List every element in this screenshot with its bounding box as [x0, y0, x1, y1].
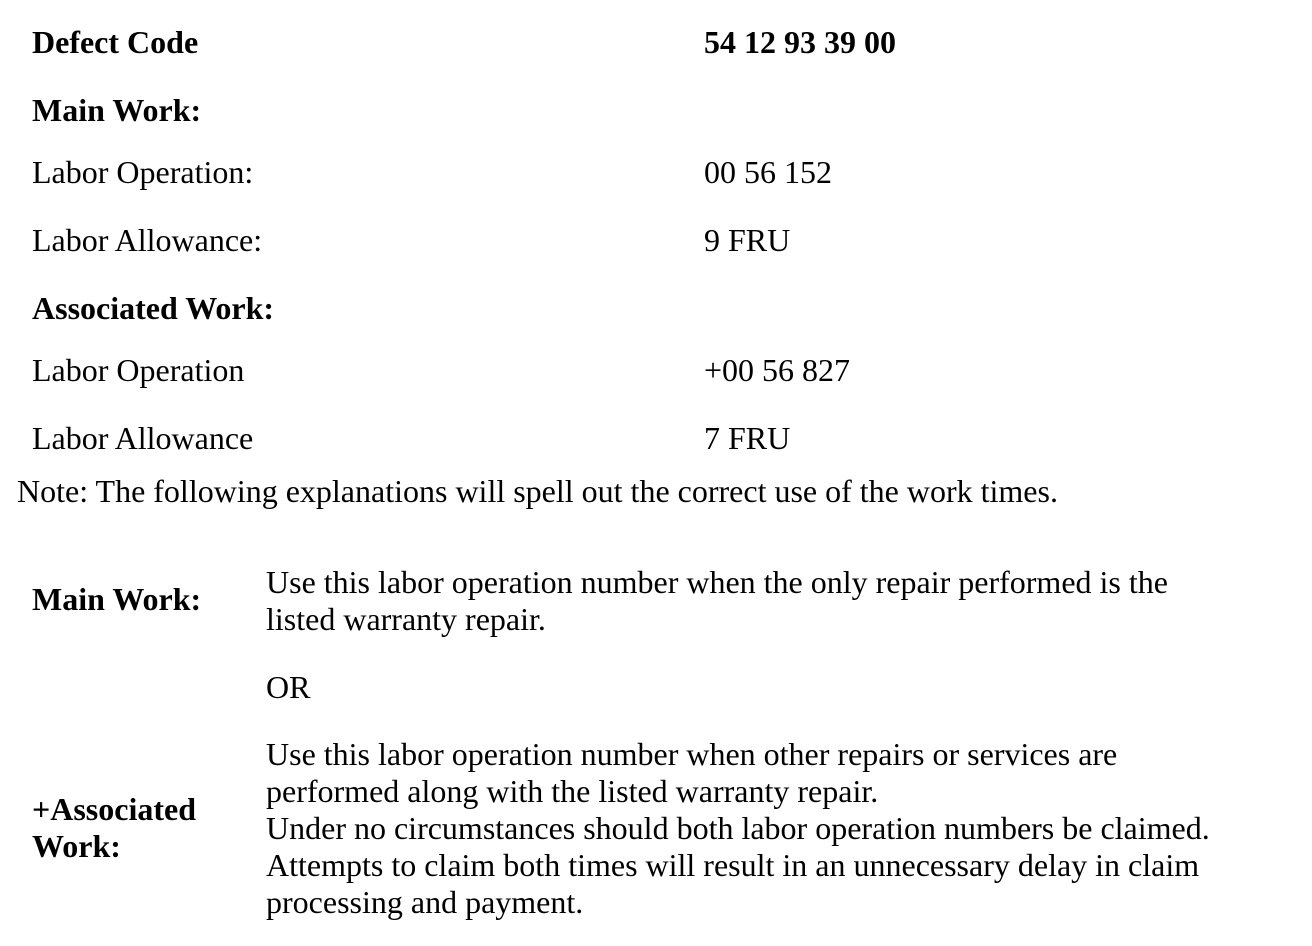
main-labor-operation-value: 00 56 152 — [704, 154, 832, 190]
main-labor-allowance-value: 9 FRU — [704, 222, 791, 258]
note-text: Note: The following explanations will spell out the correct use of the work times. — [17, 473, 1058, 509]
definition-line: listed warranty repair. — [266, 601, 546, 637]
definition-line: Use this labor operation number when other repairs or services are — [266, 736, 1118, 772]
main-labor-allowance-label: Labor Allowance: — [32, 222, 263, 258]
assoc-labor-allowance-value: 7 FRU — [704, 420, 791, 456]
associated-work-heading: Associated Work: — [32, 290, 275, 326]
definition-line: Attempts to claim both times will result in an unnecessary delay in claim — [266, 847, 1200, 883]
defect-code-label: Defect Code — [32, 24, 199, 60]
associated-work-definition-label — [32, 791, 196, 865]
associated-label-line-2: Work: — [32, 828, 121, 864]
assoc-labor-allowance-label: Labor Allowance — [32, 420, 254, 456]
definition-line: Under no circumstances should both labor operation numbers be claimed. — [266, 810, 1210, 846]
definition-line: Use this labor operation number when the only repair performed is the — [266, 564, 1168, 600]
main-work-definition-label: Main Work: — [32, 581, 202, 617]
defect-code-value: 54 12 93 39 00 — [704, 24, 896, 60]
or-separator: OR — [266, 669, 311, 705]
main-work-definition-text — [266, 564, 1306, 638]
definition-line: performed along with the listed warranty repair. — [266, 773, 879, 809]
main-labor-operation-label: Labor Operation: — [32, 154, 254, 190]
associated-label-line-1: +Associated — [32, 791, 196, 827]
assoc-labor-operation-label: Labor Operation — [32, 352, 245, 388]
definition-line: processing and payment. — [266, 884, 584, 920]
associated-work-definition-text — [266, 736, 1306, 921]
main-work-heading: Main Work: — [32, 92, 202, 128]
assoc-labor-operation-value: +00 56 827 — [704, 352, 851, 388]
